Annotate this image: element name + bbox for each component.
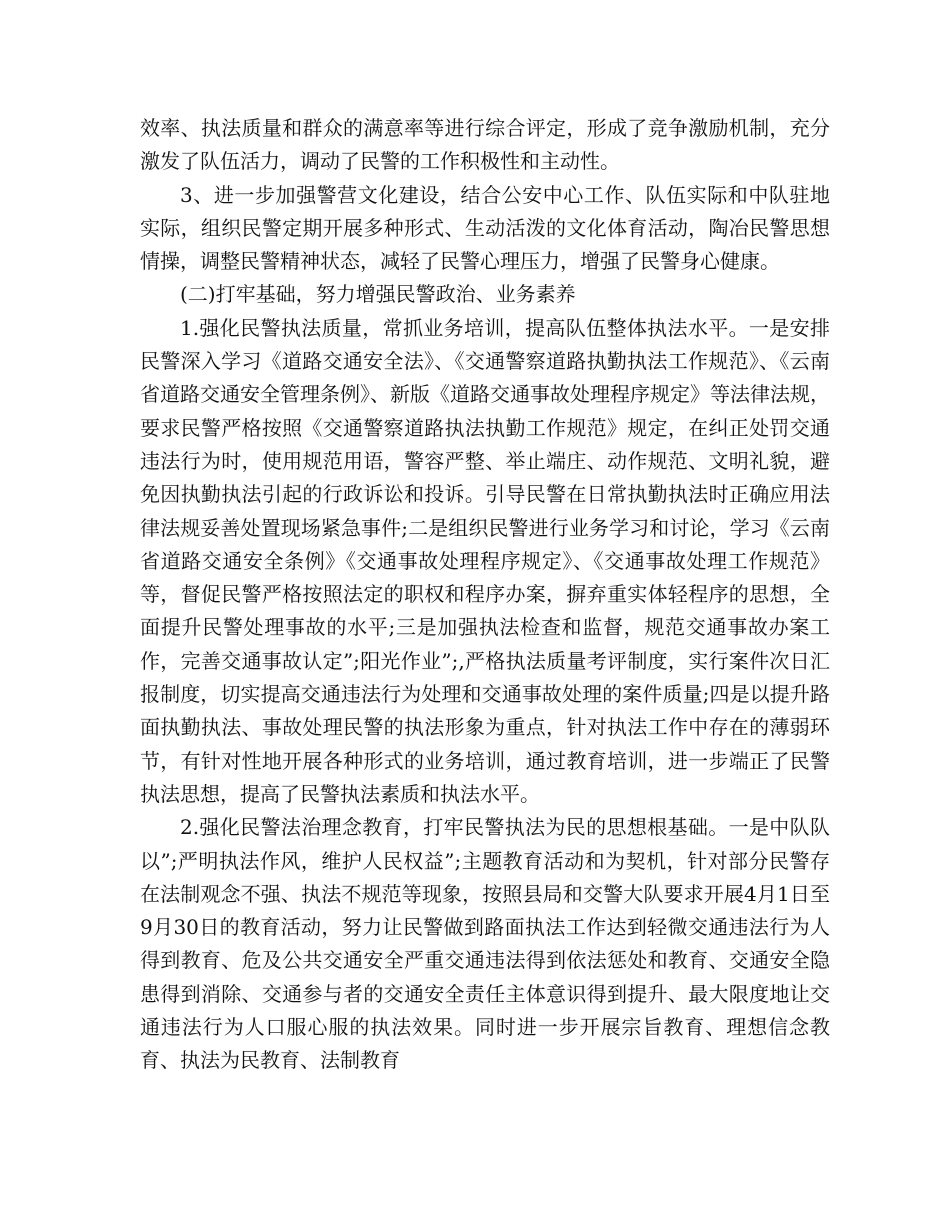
document-body [140, 112, 830, 1078]
paragraph-culture-building: 3、进一步加强警营文化建设，结合公安中心工作、队伍实际和中队驻地实际，组织民警定期开展多种形式、生动活泼的文化体育活动，陶冶民警思想情操，调整民警精神状态，减轻了民警心理压力，增强了民警身心健康。 [140, 182, 830, 274]
paragraph-enforcement-quality: 1.强化民警执法质量，常抓业务培训，提高队伍整体执法水平。一是安排民警深入学习《道路交通安全法》、《交通警察道路执勤执法工作规范》、《云南省道路交通安全管理条例》、新版《道路交通事故处理程序规定》等法律法规，要求民警严格按照《交通警察道路执法执勤工作规范》规定，在纠正处罚交通违法行为时，使用规范用语，警容严整、举止端庄、动作规范、文明礼貌，避免因执勤执法引起的行政诉讼和投诉。引导民警在日常执勤执法时正确应用法律法规妥善处置现场紧急事件;二是组织民警进行业务学习和讨论，学习《云南省道路交通安全条例》《交通事故处理程序规定》、《交通事故处理工作规范》等，督促民警严格按照法定的职权和程序办案，摒弃重实体轻程序的思想，全面提升民警处理事故的水平;三是加强执法检查和监督，规范交通事故办案工作，完善交通事故认定”;阳光作业”;,严格执法质量考评制度，实行案件次日汇报制度，切实提高交通违法行为处理和交通事故处理的案件质量;四是以提升路面执勤执法、事故处理民警的执法形象为重点，针对执法工作中存在的薄弱环节，有针对性地开展各种形式的业务培训，通过教育培训，进一步端正了民警执法思想，提高了民警执法素质和执法水平。 [140, 315, 830, 806]
section-heading-foundation: (二)打牢基础，努力增强民警政治、业务素养 [180, 282, 576, 307]
paragraph-continuation: 效率、执法质量和群众的满意率等进行综合评定，形成了竞争激励机制，充分激发了队伍活力，调动了民警的工作积极性和主动性。 [140, 116, 830, 174]
paragraph-rule-of-law-education: 2.强化民警法治理念教育，打牢民警执法为民的思想根基础。一是中队队以”;严明执法作风，维护人民权益”;主题教育活动和为契机，针对部分民警存在法制观念不强、执法不规范等现象，按照县局和交警大队要求开展4月1日至9月30日的教育活动，努力让民警做到路面执法工作达到轻微交通违法行为人得到教育、危及公共交通安全严重交通违法得到依法惩处和教育、交通安全隐患得到消除、交通参与者的交通安全责任主体意识得到提升、最大限度地让交通违法行为人口服心服的执法效果。同时进一步开展宗旨教育、理想信念教育、执法为民教育、法制教育 [140, 815, 830, 1073]
